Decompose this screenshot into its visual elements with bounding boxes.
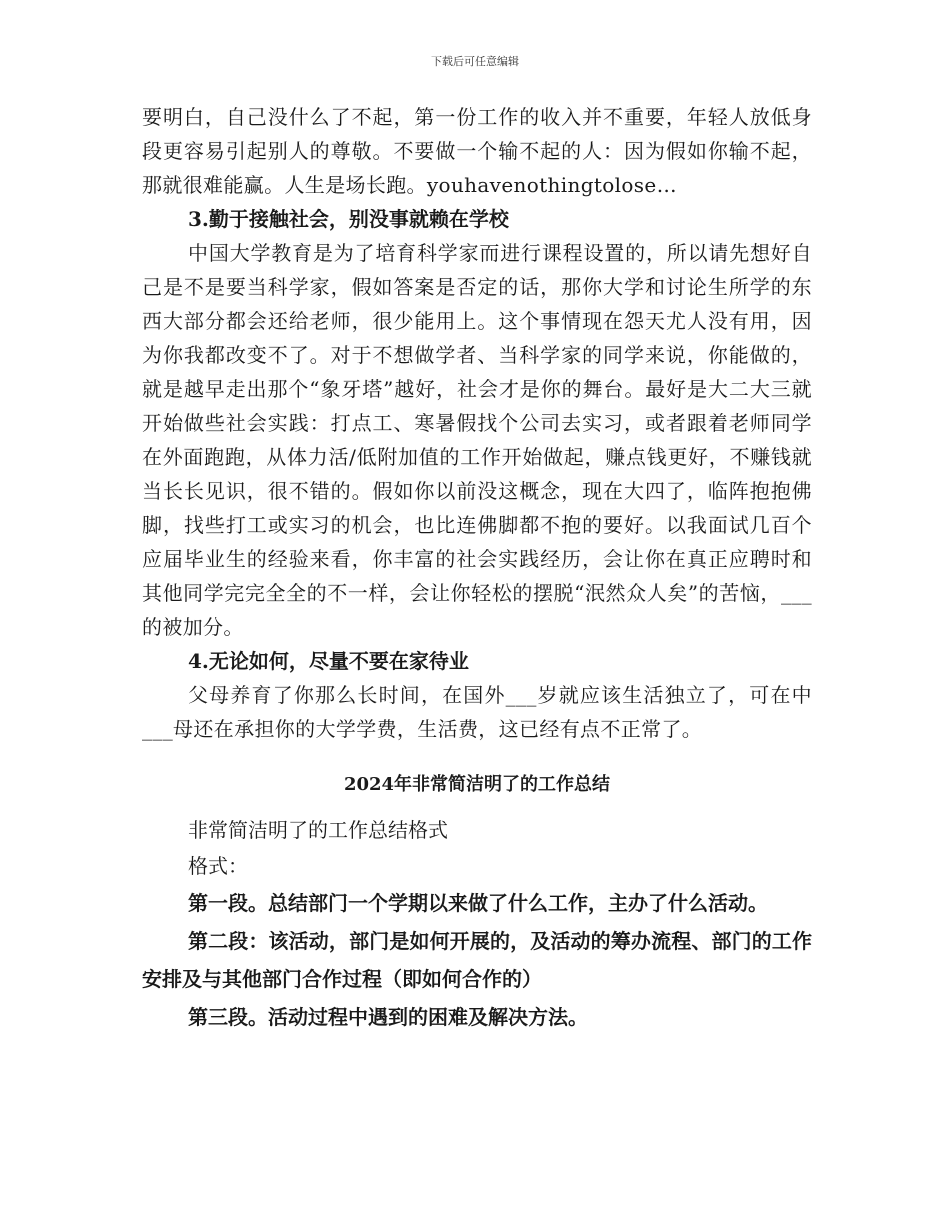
section3-paragraph: 中国大学教育是为了培育科学家而进行课程设置的，所以请先想好自己是不是要当科学家，假如答案是否定的话，那你大学和讨论生所学的东西大部分都会还给老师，很少能用上。这个事情现在怨天尤人没有用，因为你我都改变不了。对于不想做学者、当科学家的同学来说，你能做的，就是越早走出那个“象牙塔”越好，社会才是你的舞台。最好是大二大三就开始做些社会实践：打点工、寒暑假找个公司去实习，或者跟着老师同学在外面跑跑，从体力活/低附加值的工作开始做起，赚点钱更好，不赚钱就当长长见识，很不错的。假如你以前没这概念，现在大四了，临阵抱抱佛脚，找些打工或实习的机会，也比连佛脚都不抱的要好。以我面试几百个应届毕业生的经验来看，你丰富的社会实践经历，会让你在真正应聘时和其他同学完完全全的不一样，会让你轻松的摆脱“泯然众人矣”的苦恼，___的被加分。 [142, 241, 812, 639]
format-subtitle: 非常简洁明了的工作总结格式 [188, 818, 448, 842]
section4-heading: 4.无论如何，尽量不要在家待业 [188, 649, 469, 673]
format-label: 格式： [188, 854, 248, 878]
format-paragraph-3: 第三段。活动过程中遇到的困难及解决方法。 [188, 1005, 588, 1029]
section1-paragraph: 要明白，自己没什么了不起，第一份工作的收入并不重要，年轻人放低身段更容易引起别人的尊敬。不要做一个输不起的人：因为假如你输不起，那就很难能赢。人生是场长跑。youhavenothingtolose… [142, 105, 812, 197]
format-paragraph-2: 第二段：该活动，部门是如何开展的，及活动的筹办流程、部门的工作安排及与其他部门合作过程（即如何合作的） [142, 929, 812, 991]
section3-heading: 3.勤于接触社会，别没事就赖在学校 [188, 207, 509, 231]
document-body [142, 100, 812, 1036]
page-header: 下载后可任意编辑 [431, 55, 519, 68]
format-paragraph-1: 第一段。总结部门一个学期以来做了什么工作，主办了什么活动。 [188, 891, 768, 915]
document-title: 2024年非常简洁明了的工作总结 [343, 774, 611, 795]
section4-paragraph: 父母养育了你那么长时间，在国外___岁就应该生活独立了，可在中___母还在承担你的大学学费，生活费，这已经有点不正常了。 [142, 683, 812, 741]
